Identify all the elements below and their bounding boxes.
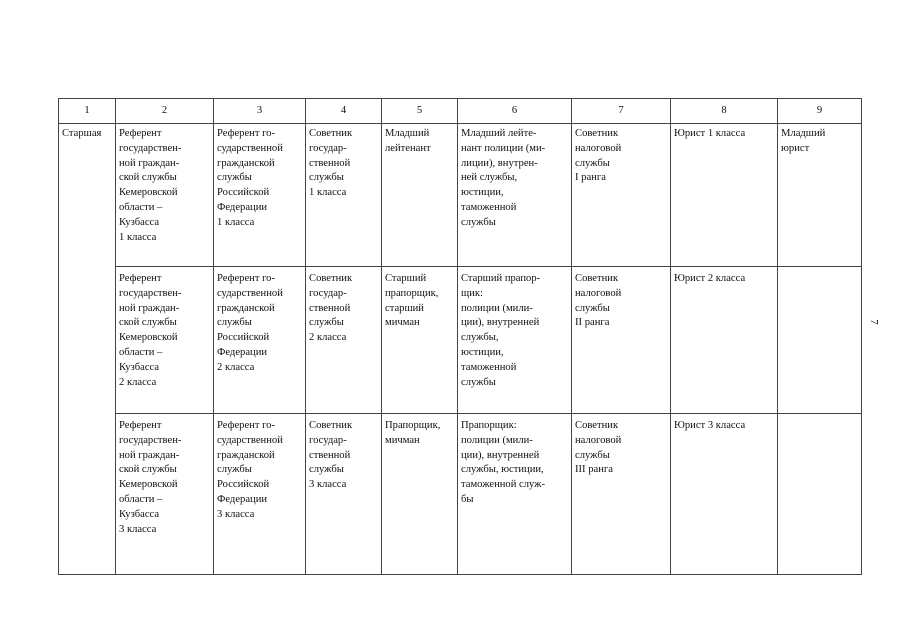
rank-correspondence-table [58,98,862,575]
table-row [59,414,862,575]
cell-text: Референт го- сударственной гражданской службы Российской Федерации 2 класса [217,273,283,373]
table-cell [306,124,382,267]
cell-text: Советник налоговой службы II ранга [575,273,622,329]
group-label: Старшая [62,128,102,139]
table-cell [116,267,214,414]
table-cell [778,124,862,267]
cell-text: Младший лейтенант [385,128,431,154]
cell-text: Референт государствен- ной граждан- ской службы Кемеровской области – Кузбасса 3 класса [119,420,182,535]
table-header-row [59,99,862,124]
table-cell [671,124,778,267]
column-header-8: 8 [671,99,778,124]
table-row [59,124,862,267]
group-label-cell [59,124,116,575]
column-header-3: 3 [214,99,306,124]
table-cell [214,414,306,575]
cell-text: Младший лейте- нант полиции (ми- лиции), внутрен- ней службы, юстиции, таможенной службы [461,128,546,228]
table-cell [214,124,306,267]
table-cell [306,267,382,414]
table-cell [382,414,458,575]
table-cell [572,414,671,575]
cell-text: Советник государ- ственной службы 2 класса [309,273,353,344]
table-cell [572,267,671,414]
table-cell [214,267,306,414]
cell-text: Прапорщик: полиции (мили- ции), внутренней службы, юстиции, таможенной служ- бы [461,420,546,505]
table-cell [458,124,572,267]
table-row [59,267,862,414]
cell-text: Советник государ- ственной службы 3 класса [309,420,353,491]
cell-text: Прапорщик, мичман [385,420,441,446]
table-cell [116,414,214,575]
table-cell [116,124,214,267]
table-cell [671,414,778,575]
cell-text: Референт государствен- ной граждан- ской службы Кемеровской области – Кузбасса 2 класса [119,273,182,388]
column-header-7: 7 [572,99,671,124]
cell-text: Советник налоговой службы III ранга [575,420,622,476]
cell-text: Референт государствен- ной граждан- ской службы Кемеровской области – Кузбасса 1 класса [119,128,182,243]
table-cell [778,414,862,575]
cell-text: Референт го- сударственной гражданской службы Российской Федерации 3 класса [217,420,283,520]
cell-text: Юрист 2 класса [674,273,746,284]
column-header-5: 5 [382,99,458,124]
cell-text: Старший прапорщик, старший мичман [385,273,439,329]
cell-text: Юрист 3 класса [674,420,746,431]
page-number: 7 [868,319,880,325]
column-header-1: 1 [59,99,116,124]
table-cell [572,124,671,267]
cell-text: Старший прапор- щик: полиции (мили- ции), внутренней службы, юстиции, таможенной службы [461,273,541,388]
column-header-4: 4 [306,99,382,124]
table-cell [671,267,778,414]
column-header-9: 9 [778,99,862,124]
table-cell [458,414,572,575]
cell-text: Советник государ- ственной службы 1 класса [309,128,353,199]
cell-text: Советник налоговой службы I ранга [575,128,622,184]
cell-text: Младший юрист [781,128,826,154]
column-header-2: 2 [116,99,214,124]
table-cell [382,124,458,267]
table-cell [778,267,862,414]
cell-text: Юрист 1 класса [674,128,746,139]
column-header-6: 6 [458,99,572,124]
table-cell [306,414,382,575]
table-cell [382,267,458,414]
table-cell [458,267,572,414]
cell-text: Референт го- сударственной гражданской службы Российской Федерации 1 класса [217,128,283,228]
